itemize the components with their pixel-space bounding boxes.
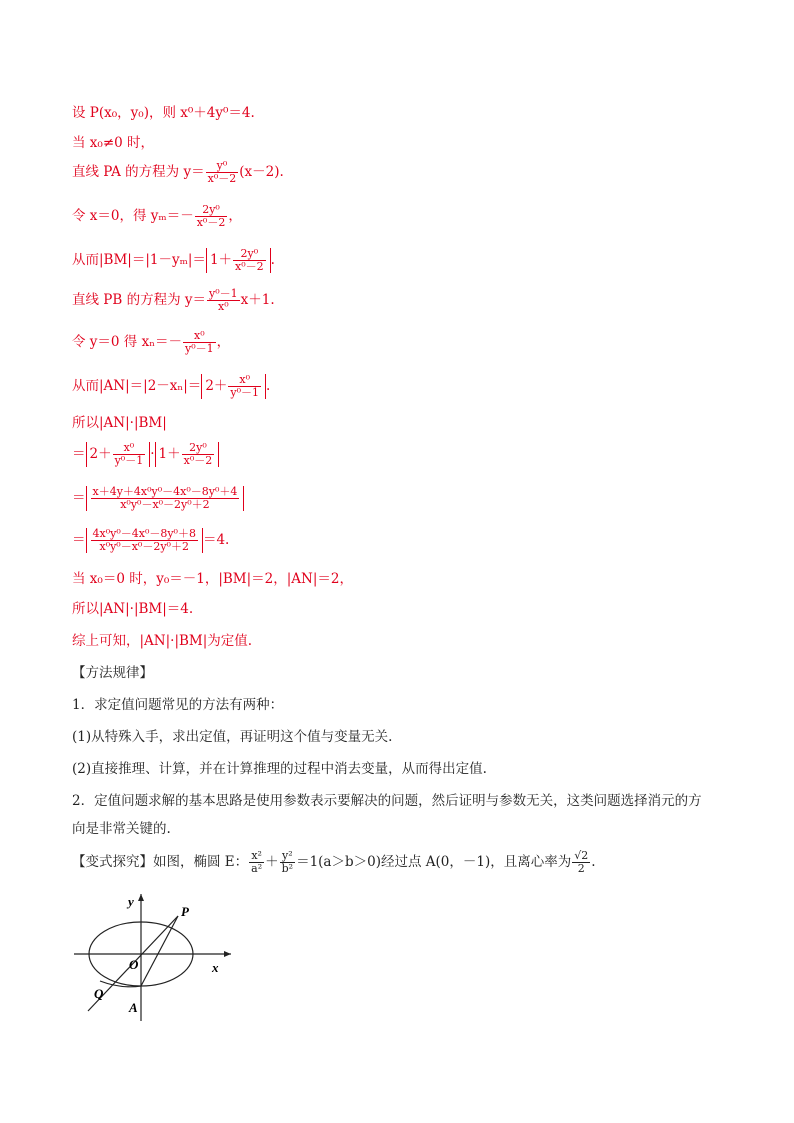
line-20: 2．定值问题求解的基本思路是使用参数表示要解决的问题，然后证明与参数无关，这类问题选择消元的方 bbox=[72, 793, 702, 809]
label-p: P bbox=[181, 904, 189, 919]
line-19: (2)直接推理、计算，并在计算推理的过程中消去变量，从而得出定值. bbox=[72, 761, 487, 777]
section-heading-method: 【方法规律】 bbox=[72, 665, 153, 681]
line-6: 直线 PB 的方程为 y＝ $\frac{\text{y⁰－1}}{\text{x⁰}}$ x＋1. bbox=[72, 287, 275, 313]
label-q: Q bbox=[94, 986, 104, 1001]
line-4: 令 x＝0，得 yₘ＝－ $\frac{\text{2y⁰}}{\text{x⁰－2}}$ ， bbox=[72, 203, 242, 229]
line-22: 【变式探究】如图，椭圆 E： $\frac{\text{x²}}{\text{a²}}$ ＋ $\frac{\text{y²}}{\text{b²}}$ ＝1(a＞b＞0)经过点 A(0，－1)，且离心率为 $\frac{√2}{2}$ . bbox=[72, 849, 596, 875]
line-17: 1．求定值问题常见的方法有两种： bbox=[72, 697, 284, 713]
line-13: 当 x₀＝0 时，y₀＝－1，|BM|＝2，|AN|＝2， bbox=[72, 571, 354, 587]
line-10: ＝ 2＋ $\frac{\text{x⁰}}{\text{y⁰－1}}$ · 1＋ $\frac{\text{2y⁰}}{\text{x⁰－2}}$ bbox=[72, 442, 219, 467]
y-axis-arrow bbox=[138, 894, 144, 901]
line-3: 直线 PA 的方程为 y＝ $\frac{\text{y⁰}}{\text{x⁰－2}}$ (x－2). bbox=[72, 159, 284, 185]
label-o: O bbox=[129, 957, 139, 972]
line-7: 令 y＝0 得 xₙ＝－ $\frac{\text{x⁰}}{\text{y⁰－1}}$ ， bbox=[72, 329, 231, 355]
label-y: y bbox=[128, 894, 134, 909]
line-11: ＝ $\frac{\text{x＋4y＋4x⁰y⁰－4x⁰－8y⁰＋4}}{\text{x⁰y⁰－x⁰－2y⁰＋2}}$ bbox=[72, 486, 244, 511]
line-ap bbox=[141, 916, 178, 986]
line-12: ＝ $\frac{\text{4x⁰y⁰－4x⁰－8y⁰＋8}}{\text{x⁰y⁰－x⁰－2y⁰＋2}}$ ＝4. bbox=[72, 527, 230, 553]
line-1: 设 P(x₀，y₀)，则 x⁰＋4y⁰＝4. bbox=[72, 105, 255, 121]
line-15: 综上可知，|AN|·|BM|为定值. bbox=[72, 633, 253, 649]
line-8: 从而|AN|＝|2－xₙ|＝ 2＋ $\frac{\text{x⁰}}{\text{y⁰－1}}$ . bbox=[72, 373, 271, 399]
ellipse-figure bbox=[66, 886, 236, 1026]
x-axis-arrow bbox=[224, 951, 231, 957]
line-9: 所以|AN|·|BM| bbox=[72, 415, 167, 431]
line-2: 当 x₀≠0 时， bbox=[72, 135, 155, 151]
label-a: A bbox=[129, 1000, 138, 1015]
label-x: x bbox=[212, 960, 219, 975]
line-5: 从而|BM|＝|1－yₘ|＝ 1＋ $\frac{\text{2y⁰}}{\text{x⁰－2}}$ . bbox=[72, 247, 275, 273]
line-18: (1)从特殊入手，求出定值，再证明这个值与变量无关. bbox=[72, 729, 393, 745]
line-14: 所以|AN|·|BM|＝4. bbox=[72, 601, 194, 617]
line-21: 向是非常关键的. bbox=[72, 821, 171, 837]
